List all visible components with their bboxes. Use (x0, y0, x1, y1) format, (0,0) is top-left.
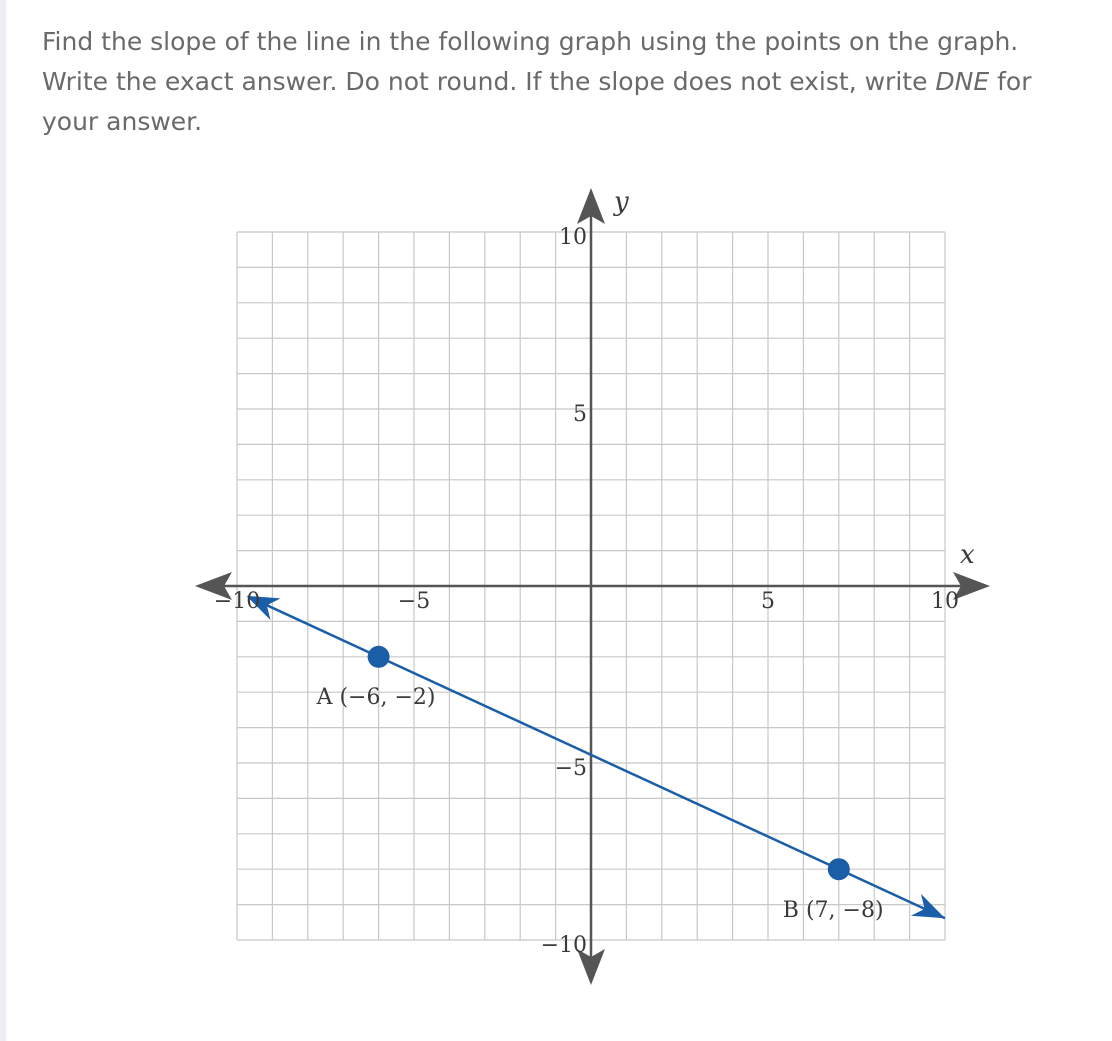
question-part-2: for your answer. (42, 67, 1032, 136)
y-tick-label: 10 (559, 225, 587, 250)
y-tick-label: −10 (540, 933, 587, 958)
x-tick-label: −10 (213, 589, 261, 614)
x-axis-label: x (960, 540, 975, 570)
axes (195, 188, 990, 985)
y-tick-label: 5 (573, 402, 587, 427)
y-tick-label: −5 (554, 756, 587, 781)
x-tick-label: 10 (931, 589, 959, 614)
point-a (368, 646, 390, 668)
plotted-points (316, 646, 884, 923)
point-b-label: B (7, −8) (782, 898, 884, 924)
x-tick-label: −5 (397, 589, 431, 614)
x-tick-label: 5 (761, 589, 775, 614)
point-b (828, 858, 850, 880)
question-emphasis: DNE (935, 67, 990, 96)
y-axis-label: y (614, 187, 629, 217)
point-a-label: A (−6, −2) (316, 684, 436, 710)
question-part-1: Find the slope of the line in the following graph using the points on the graph. Write the exact answer. Do not round. If the slope does not exist, write (42, 27, 1019, 96)
